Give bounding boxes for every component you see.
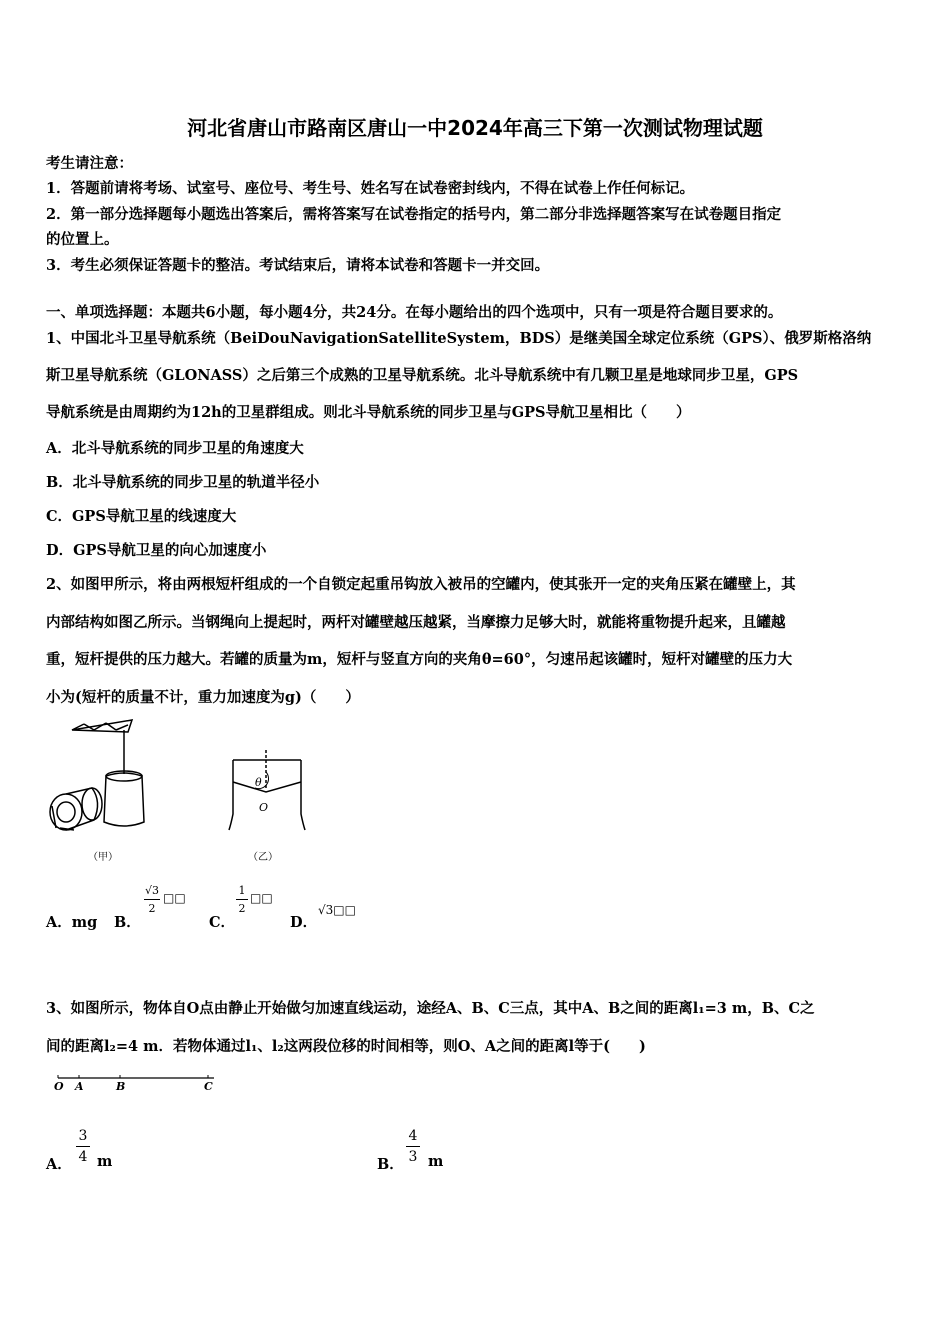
notice-item: 的位置上。 bbox=[46, 231, 119, 248]
q1-stem-line: 导航系统是由周期约为12h的卫星群组成。则北斗导航系统的同步卫星与GPS导航卫星相比（ ） bbox=[46, 404, 691, 421]
q2-option-c-denominator: 2 bbox=[238, 902, 246, 915]
point-a-label: A bbox=[75, 1080, 84, 1093]
q1-option-a: A．北斗导航系统的同步卫星的角速度大 bbox=[46, 440, 304, 457]
q3-option-a-unit: m bbox=[97, 1153, 113, 1170]
figure-yi-caption: （乙） bbox=[248, 852, 278, 863]
q2-option-d-value: √3□□ bbox=[318, 903, 356, 917]
fraction-bar bbox=[76, 1146, 90, 1147]
figure-jia-caption: （甲） bbox=[88, 852, 118, 863]
q3-option-b-unit: m bbox=[428, 1153, 444, 1170]
q1-stem-line: 1、中国北斗卫星导航系统（BeiDouNavigationSatelliteSystem，BDS）是继美国全球定位系统（GPS）、俄罗斯格洛纳 bbox=[46, 330, 872, 347]
q2-stem-line: 小为(短杆的质量不计，重力加速度为g)（ ） bbox=[46, 689, 360, 706]
q3-option-b-fraction bbox=[406, 1128, 420, 1165]
notice-item: 3．考生必须保证答题卡的整洁。考试结束后，请将本试卷和答题卡一并交回。 bbox=[46, 257, 550, 274]
notice-item: 2．第一部分选择题每小题选出答案后，需将答案写在试卷指定的括号内，第二部分非选择题答案写在试卷题目指定 bbox=[46, 206, 782, 223]
section-heading: 一、单项选择题：本题共6小题，每小题4分，共24分。在每小题给出的四个选项中，只有一项是符合题目要求的。 bbox=[46, 304, 783, 321]
page-title: 河北省唐山市路南区唐山一中2024年高三下第一次测试物理试题 bbox=[187, 116, 763, 140]
q1-option-c: C．GPS导航卫星的线速度大 bbox=[46, 508, 237, 525]
figure-o-label: O bbox=[259, 801, 269, 814]
q2-option-c-fraction bbox=[236, 884, 248, 915]
q3-stem-line: 间的距离l₂=4 m．若物体通过l₁、l₂这两段位移的时间相等，则O、A之间的距离l等于( ) bbox=[46, 1038, 646, 1055]
q2-option-c-unit: □□ bbox=[250, 891, 273, 905]
point-o-label: O bbox=[54, 1080, 64, 1093]
figure-jia bbox=[44, 712, 164, 842]
figure-theta: θ bbox=[255, 776, 262, 789]
q2-option-b-label: B． bbox=[114, 914, 141, 931]
figure-yi bbox=[225, 748, 310, 838]
q3-option-b-label: B． bbox=[377, 1156, 404, 1173]
q1-stem-line: 斯卫星导航系统（GLONASS）之后第三个成熟的卫星导航系统。北斗导航系统中有几颗卫星是地球同步卫星，GPS bbox=[46, 367, 799, 384]
q2-stem-line: 2、如图甲所示，将由两根短杆组成的一个自锁定起重吊钩放入被吊的空罐内，使其张开一定的夹角压紧在罐壁上，其 bbox=[46, 576, 796, 593]
q2-option-c-label: C． bbox=[209, 914, 236, 931]
q2-option-b-fraction bbox=[144, 884, 160, 915]
q3-option-a-denominator: 4 bbox=[78, 1149, 88, 1165]
notice-item: 1．答题前请将考场、试室号、座位号、考生号、姓名写在试卷密封线内，不得在试卷上作任何标记。 bbox=[46, 180, 695, 197]
point-c-label: C bbox=[204, 1080, 213, 1093]
q2-option-d-label: D． bbox=[290, 914, 318, 931]
q2-option-b-unit: □□ bbox=[163, 891, 186, 905]
q3-option-b-denominator: 3 bbox=[408, 1149, 418, 1165]
q2-option-b-numerator: √3 bbox=[144, 884, 159, 897]
fraction-bar bbox=[236, 899, 248, 900]
q2-option-c-numerator: 1 bbox=[238, 884, 246, 897]
q3-option-b-numerator: 4 bbox=[408, 1128, 418, 1144]
q2-stem-line: 内部结构如图乙所示。当钢绳向上提起时，两杆对罐壁越压越紧，当摩擦力足够大时，就能将重物提升起来，且罐越 bbox=[46, 614, 786, 631]
q2-stem-line: 重，短杆提供的压力越大。若罐的质量为m，短杆与竖直方向的夹角θ=60°，匀速吊起该罐时，短杆对罐壁的压力大 bbox=[46, 651, 793, 668]
fraction-bar bbox=[406, 1146, 420, 1147]
q2-option-b-denominator: 2 bbox=[148, 902, 156, 915]
q2-option-a: A．mg bbox=[46, 914, 98, 931]
q1-option-b: B．北斗导航系统的同步卫星的轨道半径小 bbox=[46, 474, 320, 491]
q1-option-d: D．GPS导航卫星的向心加速度小 bbox=[46, 542, 267, 559]
q3-stem-line: 3、如图所示，物体自O点由静止开始做匀加速直线运动，途经A、B、C三点，其中A、B之间的距离l₁=3 m，B、C之 bbox=[46, 1000, 815, 1017]
q3-option-a-label: A． bbox=[46, 1156, 72, 1173]
q3-option-a-fraction bbox=[76, 1128, 90, 1165]
point-b-label: B bbox=[116, 1080, 126, 1093]
fraction-bar bbox=[144, 899, 160, 900]
notice-heading: 考生请注意： bbox=[46, 155, 133, 172]
q3-option-a-numerator: 3 bbox=[78, 1128, 88, 1144]
